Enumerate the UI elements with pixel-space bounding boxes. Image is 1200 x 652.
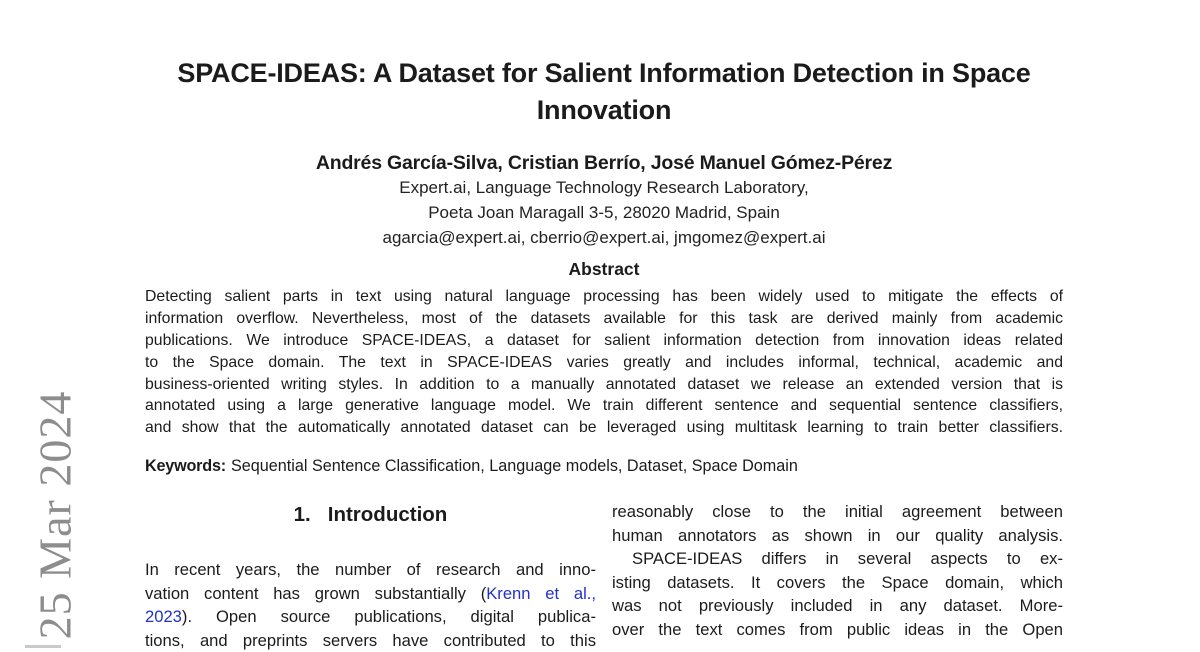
citation-link-year[interactable]: 2023 bbox=[145, 607, 182, 627]
keywords-label: Keywords: bbox=[145, 457, 226, 476]
keywords-list: Sequential Sentence Classification, Language models, Dataset, Space Domain bbox=[230, 457, 798, 476]
body-line: reasonably close to the initial agreement between bbox=[612, 502, 1063, 522]
body-line: was not previously included in any dataset. More- bbox=[612, 596, 1063, 616]
body-line: over the text comes from public ideas in the Open bbox=[612, 619, 1063, 639]
body-line bbox=[145, 582, 596, 606]
abstract-line: Detecting salient parts in text using natural language processing has been widely used to mitigate the effects of bbox=[145, 288, 1063, 305]
left-column bbox=[145, 500, 596, 652]
body-text: ). Open source publications, digital publica- bbox=[181, 607, 596, 627]
keywords-line bbox=[145, 457, 1063, 476]
two-column-body bbox=[145, 500, 1063, 652]
body-text: vation content has grown substantially ( bbox=[145, 583, 487, 603]
body-line bbox=[145, 605, 596, 629]
citation-link-krenn[interactable]: Krenn et al., bbox=[486, 583, 596, 603]
right-column bbox=[612, 500, 1063, 652]
abstract-line: publications. We introduce SPACE-IDEAS, a dataset for salient information detection from innovation ideas related bbox=[145, 331, 1063, 349]
paper-content bbox=[145, 55, 1063, 652]
authors-line: Andrés García-Silva, Cristian Berrío, José Manuel Gómez-Pérez bbox=[315, 152, 893, 174]
abstract-line: business-oriented writing styles. In addition to a manually annotated dataset we release an extended version that is bbox=[145, 375, 1063, 393]
author-emails: agarcia@expert.ai, cberrio@expert.ai, jmgomez@expert.ai bbox=[382, 228, 826, 247]
body-line: tions, and preprints servers have contributed to this bbox=[145, 630, 596, 650]
intro-paragraph bbox=[145, 558, 596, 652]
section-number: 1. bbox=[293, 503, 311, 527]
affiliation-line-1: Expert.ai, Language Technology Research Laboratory, bbox=[399, 178, 809, 197]
affiliation-line-2: Poeta Joan Maragall 3-5, 28020 Madrid, Spain bbox=[428, 203, 780, 222]
body-line: SPACE-IDEAS differs in several aspects to ex- bbox=[632, 549, 1063, 569]
abstract-text bbox=[145, 286, 1063, 439]
body-line: human annotators as shown in our quality analysis. bbox=[612, 525, 1063, 545]
abstract-line: and show that the automatically annotated dataset can be leveraged using multitask learning to train better classifiers. bbox=[145, 419, 1063, 437]
abstract-line: annotated using a large generative language model. We train different sentence and sequential sentence classifiers, bbox=[145, 397, 1063, 415]
body-line: In recent years, the number of research and inno- bbox=[145, 560, 596, 580]
abstract-line: to the Space domain. The text in SPACE-IDEAS varies greatly and includes informal, technical, academic and bbox=[145, 353, 1063, 371]
section-heading-introduction bbox=[145, 502, 596, 528]
abstract-line: information overflow. Nevertheless, most of the datasets available for this task are derived mainly from academic bbox=[145, 309, 1063, 327]
arxiv-date-watermark: 25 Mar 2024 bbox=[29, 390, 81, 640]
section-title: Introduction bbox=[327, 503, 448, 527]
paper-title bbox=[145, 55, 1063, 129]
paper-title-line-1: SPACE-IDEAS: A Dataset for Salient Information Detection in Space bbox=[177, 58, 1031, 88]
paper-title-line-2: Innovation bbox=[536, 95, 672, 125]
abstract-heading: Abstract bbox=[568, 259, 640, 279]
body-line: isting datasets. It covers the Space domain, which bbox=[612, 572, 1063, 592]
